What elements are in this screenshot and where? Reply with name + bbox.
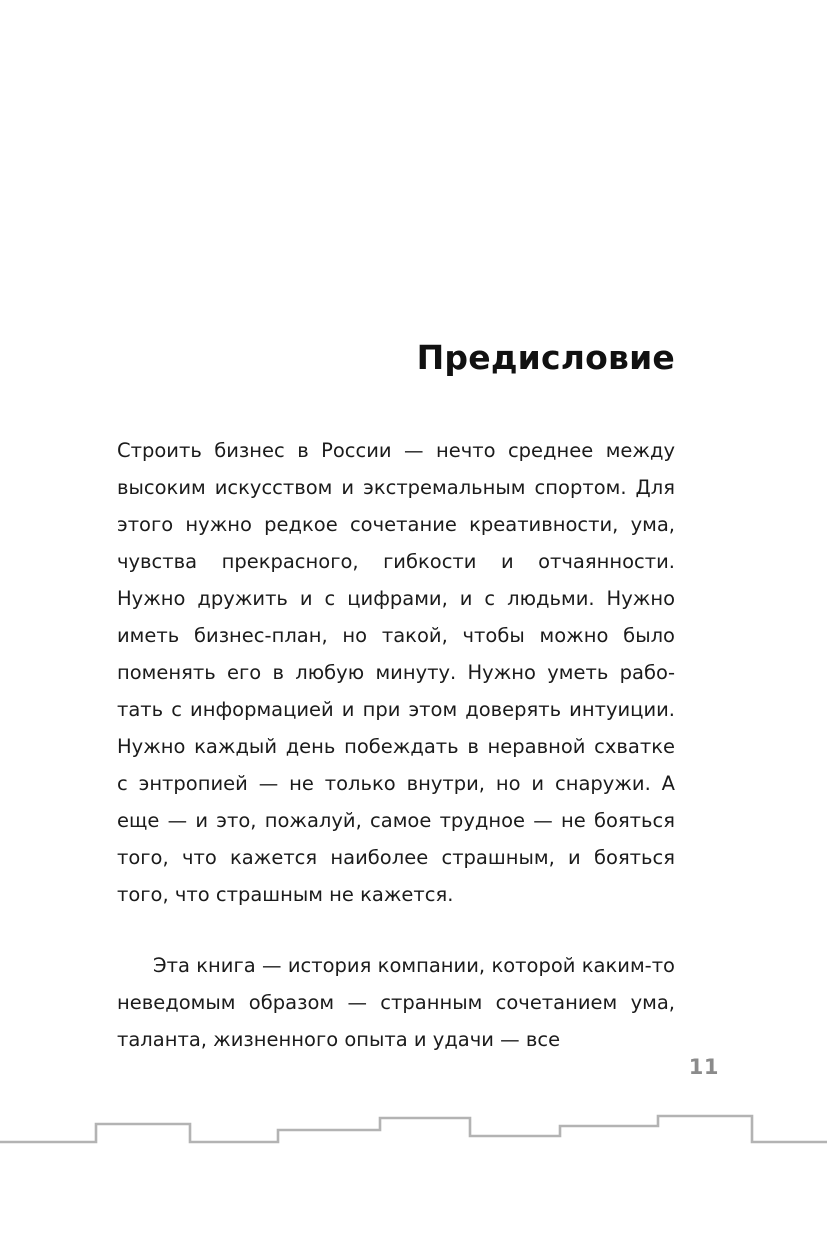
page-number: 11 bbox=[688, 1055, 719, 1079]
page-content bbox=[117, 340, 675, 1058]
paragraph-2: Эта книга — история компании, которой каким-то неведомым образом — странным сочетанием ума, таланта, жизненного опыта и удачи — все bbox=[117, 954, 675, 1052]
paragraph-1: Строить бизнес в России — нечто среднее между высоким искусством и экстремальным спортом. Для этого нужно редкое сочетание креативности, ума, чувства прекрасного, гибкости и отчаянности. Нужно дружить и с цифрами, и с людьми. Нужно иметь бизнес-план, но такой, чтобы можно было поменять его в любую минуту. Нужно уметь работать с информацией и при этом доверять интуиции. Нужно каждый день побеждать в неравной схватке с энтропией — не только внутри, но и снаружи. А еще — и это, пожалуй, самое трудное — не бояться того, что кажется наиболее страшным, и бояться того, что страшным не кажется. bbox=[117, 439, 675, 907]
page-title: Предисловие bbox=[416, 338, 675, 377]
skyline-decoration-icon bbox=[0, 1102, 827, 1162]
body-text bbox=[117, 432, 675, 1058]
